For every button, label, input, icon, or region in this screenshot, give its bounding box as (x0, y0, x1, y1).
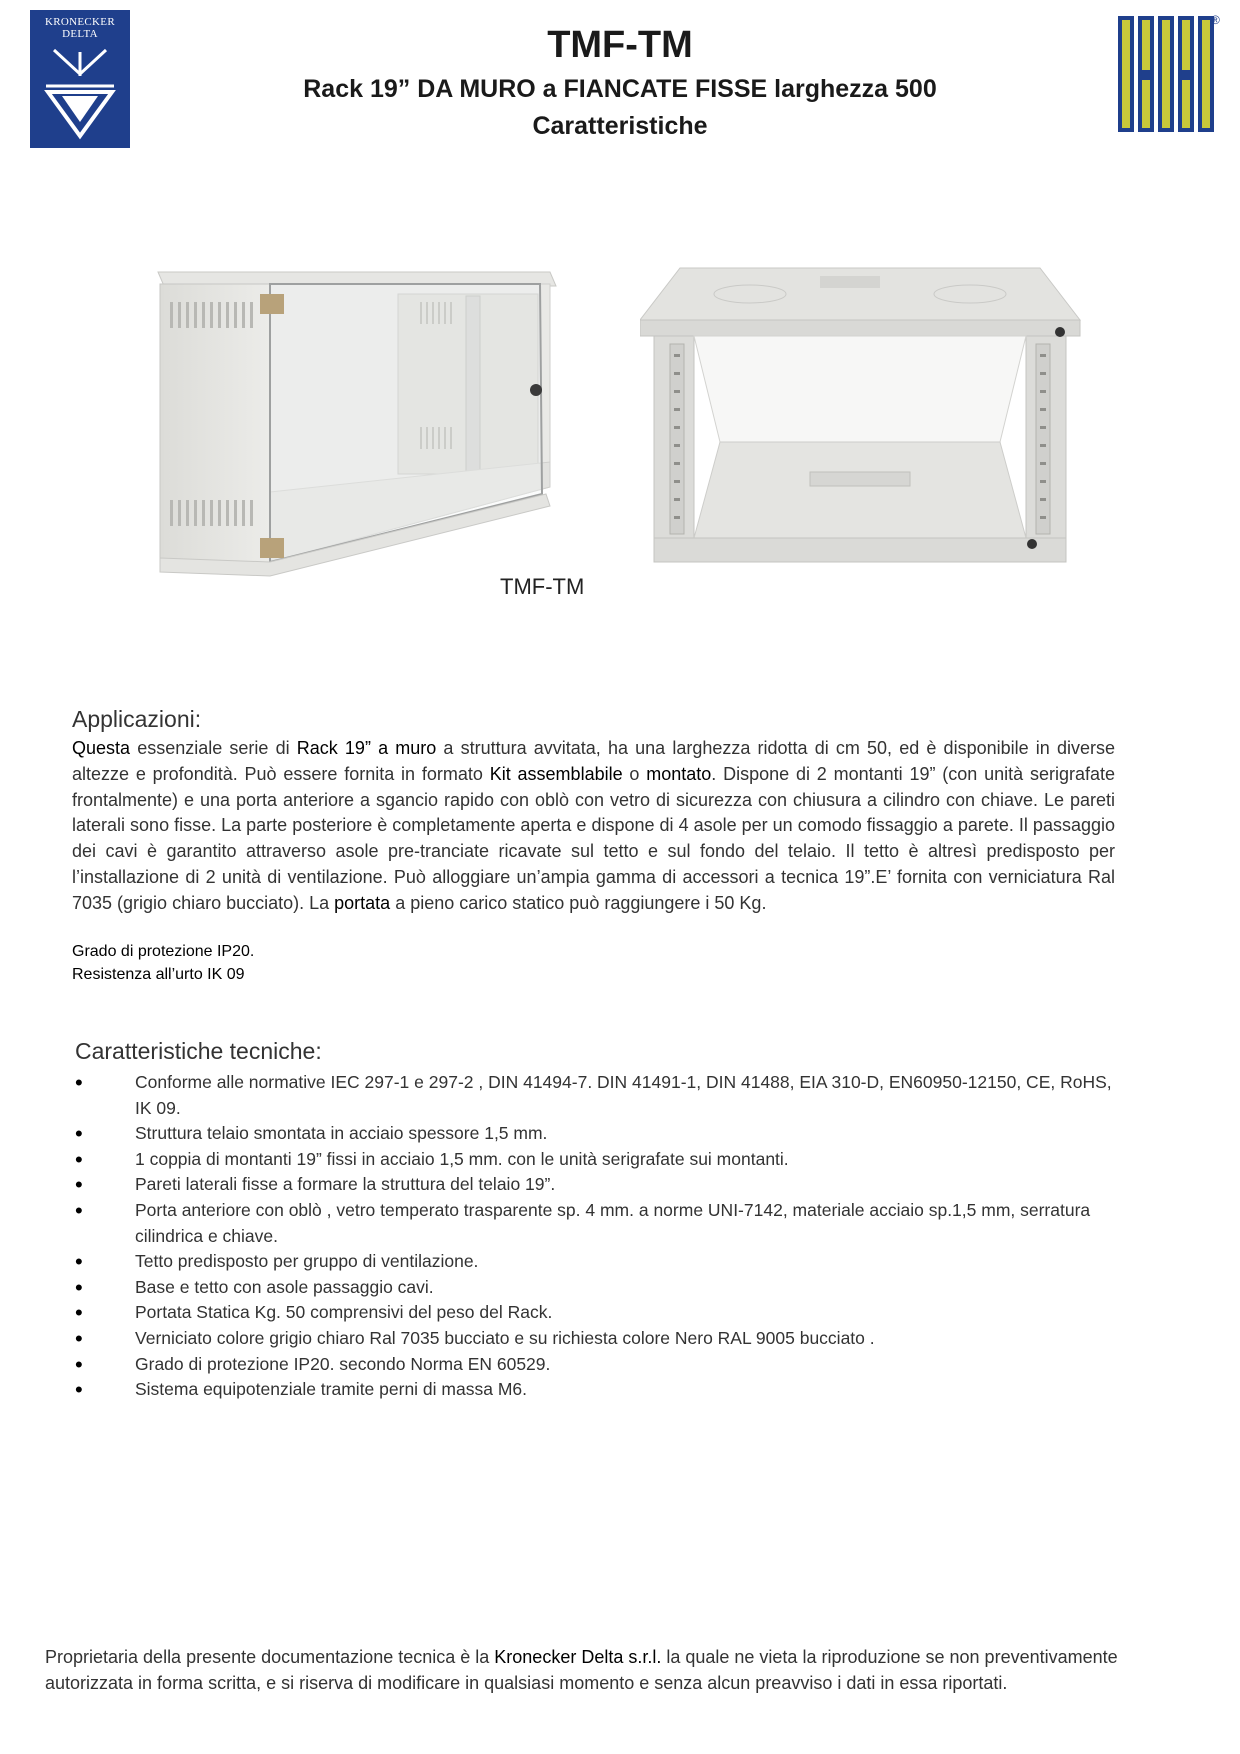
logo-text-line2: DELTA (62, 28, 98, 40)
list-item: • Base e tetto con asole passaggio cavi. (75, 1275, 1120, 1301)
technical-heading: Caratteristiche tecniche: (75, 1038, 322, 1064)
company-name: Kronecker Delta s.r.l. (494, 1647, 662, 1667)
logo-text-line1: KRONECKER (45, 16, 115, 28)
protection-grade-note: Grado di protezione IP20. (72, 943, 255, 960)
text-run: o (622, 763, 647, 784)
text-run: portata (334, 892, 391, 913)
list-item: • Portata Statica Kg. 50 comprensivi del peso del Rack. (75, 1300, 1120, 1326)
text-run: Kit assemblabile (489, 763, 623, 784)
list-item: • Porta anteriore con oblò , vetro temperato trasparente sp. 4 mm. a norme UNI-7142, materiale acciaio sp.1,5 mm, serratura cilindrica e chiave. (75, 1198, 1120, 1249)
section-title: Caratteristiche (532, 112, 708, 140)
list-item: • Grado di protezione IP20. secondo Norma EN 60529. (75, 1352, 1120, 1378)
text-run: a struttura avvitata, ha una larghezza ridotta di cm 50, ed è disponibile in diverse altezze e profondità. Può essere fornita in formato (72, 738, 1115, 784)
technical-list (75, 1070, 1120, 1403)
rack-photo-closed (150, 262, 570, 582)
applications-heading: Applicazioni: (72, 706, 202, 732)
list-item: • Conforme alle normative IEC 297-1 e 297-2 , DIN 41494-7. DIN 41491-1, DIN 41488, EIA 310-D, EN60950-12150, CE, RoHS, IK 09. (75, 1070, 1120, 1121)
product-subtitle: Rack 19” DA MURO a FIANCATE FISSE larghezza 500 (303, 75, 937, 103)
impact-resistance-note: Resistenza all’urto IK 09 (72, 966, 245, 983)
applications-paragraph (72, 736, 1115, 917)
svg-text:®: ® (1211, 13, 1220, 27)
text-run: a pieno carico statico può raggiungere i 50 Kg. (390, 892, 767, 913)
list-item: • 1 coppia di montanti 19” fissi in acciaio 1,5 mm. con le unità serigrafate sui montanti. (75, 1147, 1120, 1173)
text-run: Questa (72, 738, 131, 758)
footer-disclaimer (45, 1644, 1195, 1696)
text-run: essenziale serie di (130, 738, 297, 758)
text-run: Proprietaria della presente documentazione tecnica è la (45, 1647, 495, 1667)
list-item: • Struttura telaio smontata in acciaio spessore 1,5 mm. (75, 1121, 1120, 1147)
list-item: • Pareti laterali fisse a formare la struttura del telaio 19”. (75, 1172, 1120, 1198)
text-run: Rack 19” a muro (296, 738, 437, 758)
list-item: • Sistema equipotenziale tramite perni di massa M6. (75, 1377, 1120, 1403)
figure-caption: TMF-TM (500, 574, 585, 599)
rack-photo-open (640, 262, 1090, 572)
protection-notes (72, 940, 254, 986)
text-run: . Dispone di 2 montanti 19” (con unità serigrafate frontalmente) e una porta anteriore a sgancio rapido con oblò con vetro di sicurezza con chiusura a cilindro con chiave. Le pareti laterali sono fisse. La parte posteriore è completamente aperta e dispone di 4 asole per un comodo fissaggio a parete. Il passaggio dei cavi è garantito attraverso asole pre-tranciate ricavate sul tetto e sul fondo del telaio. Il tetto è altresì predisposto per l’installazione di 2 unità di ventilazione. Può alloggiare un’ampia gamma di accessori a tecnica 19”.E’ fornita con verniciatura Ral 7035 (grigio chiaro bucciato). La (72, 763, 1115, 913)
list-item: • Verniciato colore grigio chiaro Ral 7035 bucciato e su richiesta colore Nero RAL 9005 bucciato . (75, 1326, 1120, 1352)
text-run: montato (646, 763, 712, 784)
text-run: la quale ne vieta la riproduzione se non preventivamente autorizzata in forma scritta, e si riserva di modificare in qualsiasi momento e senza alcun preavviso i dati in essa riportati. (45, 1647, 1118, 1693)
product-title: TMF-TM (547, 24, 693, 66)
list-item: • Tetto predisposto per gruppo di ventilazione. (75, 1249, 1120, 1275)
